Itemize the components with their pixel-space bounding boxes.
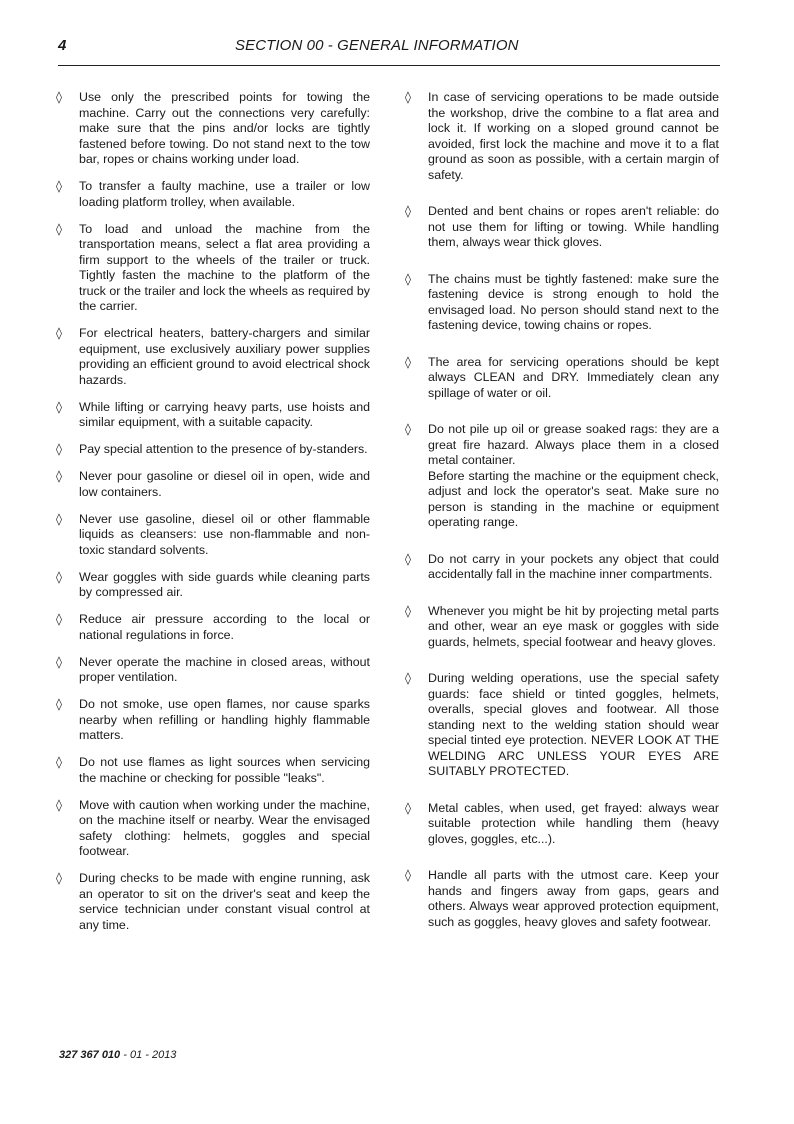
document-number: 327 367 010 [59, 1049, 121, 1061]
safety-item-text: The chains must be tightly fastened: make sure the fastening device is strong enough to hold the envisaged load. No person should stand next to the fastening device, towing chains or ropes. [428, 271, 719, 332]
diamond-bullet-icon: ◊ [405, 671, 411, 685]
diamond-bullet-icon: ◊ [56, 755, 62, 769]
safety-item-text: Reduce air pressure according to the local or national regulations in force. [79, 612, 370, 642]
safety-item [56, 798, 370, 860]
diamond-bullet-icon: ◊ [405, 204, 411, 218]
diamond-bullet-icon: ◊ [56, 871, 62, 885]
safety-item [405, 604, 719, 651]
safety-item [405, 355, 719, 402]
safety-item-text: Do not smoke, use open flames, nor cause sparks nearby when refilling or handling highly flammable matters. [79, 697, 370, 742]
diamond-bullet-icon: ◊ [405, 868, 411, 882]
safety-item-text: Never use gasoline, diesel oil or other flammable liquids as cleansers: use non-flammable and non-toxic standard solvents. [79, 511, 370, 557]
diamond-bullet-icon: ◊ [405, 800, 411, 815]
safety-item [56, 655, 370, 686]
safety-item-text: For electrical heaters, battery-chargers and similar equipment, use exclusively auxiliary power supplies providing an efficient ground to avoid electrical shock hazards. [79, 326, 370, 387]
page-number: 4 [58, 37, 67, 54]
safety-item [405, 801, 719, 848]
safety-item [405, 422, 719, 531]
safety-item-text: Do not use flames as light sources when servicing the machine or checking for possible "leaks". [79, 755, 370, 785]
safety-item-text: Whenever you might be hit by projecting metal parts and other, wear an eye mask or goggles with side guards, helmets, special footwear and heavy gloves. [428, 603, 719, 649]
safety-item-text: Metal cables, when used, get frayed: always wear suitable protection while handling them (heavy gloves, goggles, etc...). [428, 800, 719, 846]
safety-item-text: To transfer a faulty machine, use a trailer or low loading platform trolley, when available. [79, 179, 370, 209]
safety-item [56, 400, 370, 431]
safety-item [56, 612, 370, 643]
diamond-bullet-icon: ◊ [56, 511, 62, 526]
safety-item [405, 552, 719, 583]
safety-item [405, 204, 719, 251]
page-header [58, 33, 720, 66]
diamond-bullet-icon: ◊ [56, 221, 62, 236]
diamond-bullet-icon: ◊ [405, 354, 411, 369]
safety-item [56, 90, 370, 168]
diamond-bullet-icon: ◊ [405, 551, 411, 566]
safety-item [405, 90, 719, 183]
safety-item [56, 512, 370, 559]
safety-item-text: Use only the prescribed points for towing the machine. Carry out the connections very carefully: make sure that the pins and/or locks are tightly fastened before towing. Do not stand next to the tow bar, ropes or chains working under load. [79, 90, 370, 166]
safety-item-text: While lifting or carrying heavy parts, use hoists and similar equipment, with a suitable capacity. [79, 399, 370, 429]
safety-item-text: Dented and bent chains or ropes aren't reliable: do not use them for lifting or towing. While handling them, always wear thick gloves. [428, 204, 719, 249]
safety-item [56, 755, 370, 786]
diamond-bullet-icon: ◊ [56, 399, 62, 414]
safety-item-text: Never pour gasoline or diesel oil in open, wide and low containers. [79, 469, 370, 499]
safety-item-text: Do not carry in your pockets any object that could accidentally fall in the machine inner compartments. [428, 551, 719, 581]
diamond-bullet-icon: ◊ [56, 179, 62, 193]
safety-item [56, 326, 370, 388]
diamond-bullet-icon: ◊ [56, 569, 62, 584]
safety-item [56, 697, 370, 744]
safety-item-text: During checks to be made with engine running, ask an operator to sit on the driver's seat and keep the service technician under constant visual control at any time. [79, 871, 370, 932]
safety-item-text: Pay special attention to the presence of by-standers. [79, 442, 368, 456]
diamond-bullet-icon: ◊ [405, 90, 411, 104]
safety-item-text: The area for servicing operations should be kept always CLEAN and DRY. Immediately clean any spillage of water or oil. [428, 354, 719, 400]
page-footer [59, 1049, 176, 1061]
safety-item [56, 871, 370, 933]
safety-item [56, 442, 370, 458]
right-column [405, 90, 719, 951]
diamond-bullet-icon: ◊ [56, 90, 62, 104]
diamond-bullet-icon: ◊ [56, 797, 62, 812]
diamond-bullet-icon: ◊ [56, 326, 62, 340]
safety-item-text: Do not pile up oil or grease soaked rags: they are a great fire hazard. Always place them in a closed metal container. Before starting the machine or the equipment check, adjust and lock the operator's seat. Make sure no person is standing in the machine or equipment operating range. [428, 422, 719, 529]
safety-item [56, 222, 370, 315]
diamond-bullet-icon: ◊ [56, 612, 62, 626]
safety-item [56, 469, 370, 500]
diamond-bullet-icon: ◊ [405, 603, 411, 618]
safety-item-text: Handle all parts with the utmost care. Keep your hands and fingers away from gaps, gears and others. Always wear approved protection equipment, such as goggles, heavy gloves and safety footwear. [428, 868, 719, 929]
section-title: SECTION 00 - GENERAL INFORMATION [235, 37, 519, 54]
safety-item-text: Move with caution when working under the machine, on the machine itself or nearby. Wear the envisaged safety clothing: helmets, goggles and special footwear. [79, 797, 370, 858]
safety-item [405, 272, 719, 334]
left-column [56, 90, 370, 945]
diamond-bullet-icon: ◊ [56, 442, 62, 456]
diamond-bullet-icon: ◊ [56, 469, 62, 483]
diamond-bullet-icon: ◊ [56, 654, 62, 669]
safety-item [56, 179, 370, 210]
safety-item-text: During welding operations, use the special safety guards: face shield or tinted goggles, helmets, overalls, special gloves and footwear. All those standing next to the welding station should wear special tinted eye protection. NEVER LOOK AT THE WELDING ARC UNLESS YOUR EYES ARE SUITABLY PROTECTED. [428, 671, 719, 778]
safety-item-text: Never operate the machine in closed areas, without proper ventilation. [79, 654, 370, 684]
safety-item-text: Wear goggles with side guards while cleaning parts by compressed air. [79, 569, 370, 599]
safety-item-text: In case of servicing operations to be made outside the workshop, drive the combine to a flat area and lock it. If working on a sloped ground cannot be avoided, first lock the machine and move it to a flat ground as soon as possible, with a certain margin of safety. [428, 90, 719, 182]
edition-date: - 01 - 2013 [120, 1049, 177, 1061]
safety-item [405, 868, 719, 930]
safety-item [56, 570, 370, 601]
safety-item [405, 671, 719, 780]
diamond-bullet-icon: ◊ [56, 697, 62, 711]
diamond-bullet-icon: ◊ [405, 422, 411, 436]
safety-item-text: To load and unload the machine from the transportation means, select a flat area providing a firm support to the wheels of the trailer or truck. Tightly fasten the machine to the platform of the truck or the trailer and lock the wheels as required by the carrier. [79, 221, 370, 313]
diamond-bullet-icon: ◊ [405, 271, 411, 286]
